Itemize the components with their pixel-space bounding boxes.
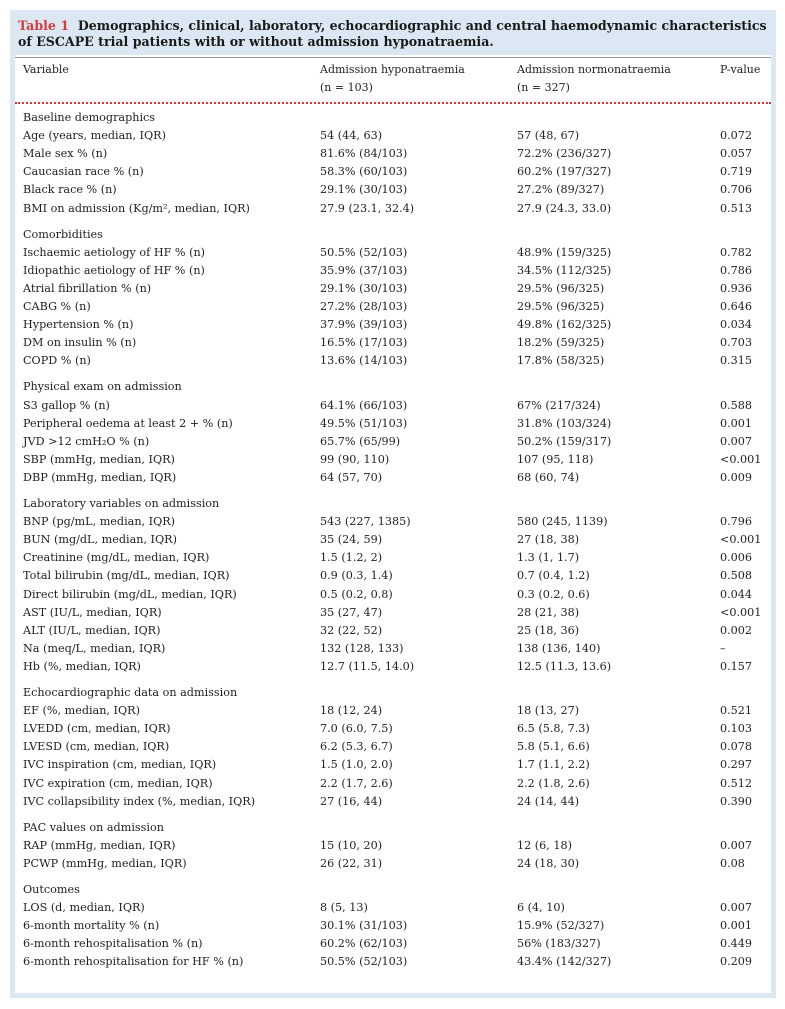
cell-hyponatraemia: 543 (227, 1385) [320, 515, 411, 529]
table-row [15, 513, 771, 531]
section-heading [15, 495, 771, 513]
cell-hyponatraemia: 18 (12, 24) [320, 704, 383, 718]
cell-pvalue: 0.449 [720, 937, 753, 951]
row-label: DM on insulin % (n) [23, 336, 137, 350]
row-label: Hb (%, median, IQR) [23, 659, 141, 673]
row-label: Age (years, median, IQR) [23, 129, 166, 143]
cell-hyponatraemia: 27 (16, 44) [320, 794, 383, 808]
row-label: AST (IU/L, median, IQR) [23, 605, 162, 619]
cell-hyponatraemia: 35 (27, 47) [320, 605, 383, 619]
row-label: COPD % (n) [23, 354, 91, 368]
table-row [15, 935, 771, 953]
table-row [15, 702, 771, 720]
cell-pvalue: 0.002 [720, 623, 753, 637]
row-label: 6-month rehospitalisation for HF % (n) [23, 955, 244, 969]
row-label: Hypertension % (n) [23, 318, 134, 332]
table-row [15, 181, 771, 199]
cell-normonatraemia: 1.7 (1.1, 2.2) [517, 758, 590, 772]
cell-normonatraemia: 18.2% (59/325) [517, 336, 605, 350]
cell-hyponatraemia: 30.1% (31/103) [320, 919, 408, 933]
row-label: Na (meq/L, median, IQR) [23, 641, 166, 655]
cell-hyponatraemia: 29.1% (30/103) [320, 281, 408, 295]
cell-hyponatraemia: 0.5 (0.2, 0.8) [320, 587, 393, 601]
cell-hyponatraemia: 13.6% (14/103) [320, 354, 408, 368]
table-title: Demographics, clinical, laboratory, echocardiographic and central haemodynamic characteristics of ESCAPE trial patients with or without admission hyponatraemia. [18, 18, 767, 49]
cell-hyponatraemia: 50.5% (52/103) [320, 955, 408, 969]
header-pvalue: P-value [720, 63, 761, 76]
table-label: Table 1 [18, 18, 70, 33]
table-row [15, 640, 771, 658]
row-label: Atrial fibrillation % (n) [23, 281, 152, 295]
cell-pvalue: 0.009 [720, 470, 753, 484]
section-label: PAC values on admission [23, 820, 164, 834]
table-row [15, 567, 771, 585]
cell-hyponatraemia: 35 (24, 59) [320, 533, 383, 547]
cell-hyponatraemia: 7.0 (6.0, 7.5) [320, 722, 393, 736]
cell-normonatraemia: 29.5% (96/325) [517, 281, 605, 295]
cell-pvalue: 0.786 [720, 263, 753, 277]
row-label: EF (%, median, IQR) [23, 704, 140, 718]
cell-pvalue: 0.706 [720, 183, 753, 197]
cell-pvalue: 0.001 [720, 919, 753, 933]
cell-hyponatraemia: 49.5% (51/103) [320, 416, 408, 430]
section-label: Outcomes [23, 883, 80, 896]
table-row [15, 145, 771, 163]
cell-hyponatraemia: 32 (22, 52) [320, 623, 383, 637]
row-label: Caucasian race % (n) [23, 165, 144, 179]
cell-normonatraemia: 6.5 (5.8, 7.3) [517, 722, 590, 736]
cell-normonatraemia: 43.4% (142/327) [517, 955, 612, 969]
cell-pvalue: 0.007 [720, 901, 753, 915]
cell-normonatraemia: 2.2 (1.8, 2.6) [517, 776, 590, 790]
cell-normonatraemia: 6 (4, 10) [517, 901, 565, 915]
section-label: Comorbidities [23, 227, 103, 241]
cell-normonatraemia: 24 (18, 30) [517, 856, 580, 870]
cell-pvalue: 0.315 [720, 354, 753, 368]
table-row [15, 200, 771, 218]
cell-pvalue: 0.588 [720, 398, 753, 412]
row-label: LVEDD (cm, median, IQR) [23, 722, 171, 736]
cell-hyponatraemia: 26 (22, 31) [320, 856, 383, 870]
table-row [15, 244, 771, 262]
cell-pvalue: 0.044 [720, 587, 753, 601]
cell-normonatraemia: 27 (18, 38) [517, 533, 580, 547]
cell-normonatraemia: 27.2% (89/327) [517, 183, 605, 197]
row-label: LVESD (cm, median, IQR) [23, 740, 170, 754]
section-heading [15, 378, 771, 396]
cell-hyponatraemia: 64 (57, 70) [320, 470, 383, 484]
cell-hyponatraemia: 0.9 (0.3, 1.4) [320, 569, 393, 583]
cell-pvalue: 0.521 [720, 704, 753, 718]
section-label: Physical exam on admission [23, 380, 182, 394]
cell-normonatraemia: 50.2% (159/317) [517, 434, 612, 448]
header-normo-n: (n = 327) [517, 81, 570, 94]
table-row [15, 586, 771, 604]
cell-normonatraemia: 60.2% (197/327) [517, 165, 612, 179]
row-label: Peripheral oedema at least 2 + % (n) [23, 416, 233, 430]
cell-pvalue: 0.796 [720, 515, 753, 529]
row-label: DBP (mmHg, median, IQR) [23, 470, 177, 484]
table-row [15, 531, 771, 549]
cell-pvalue: 0.209 [720, 955, 753, 969]
table-row [15, 433, 771, 451]
table-row [15, 163, 771, 181]
cell-normonatraemia: 0.7 (0.4, 1.2) [517, 569, 590, 583]
cell-pvalue: 0.103 [720, 722, 753, 736]
table-row [15, 720, 771, 738]
cell-pvalue: <0.001 [720, 452, 762, 466]
cell-pvalue: 0.08 [720, 856, 745, 870]
table-row [15, 127, 771, 145]
cell-hyponatraemia: 99 (90, 110) [320, 452, 390, 466]
cell-hyponatraemia: 35.9% (37/103) [320, 263, 408, 277]
cell-normonatraemia: 18 (13, 27) [517, 704, 580, 718]
cell-hyponatraemia: 1.5 (1.0, 2.0) [320, 758, 393, 772]
table-row [15, 280, 771, 298]
table-row [15, 262, 771, 280]
cell-normonatraemia: 15.9% (52/327) [517, 919, 605, 933]
cell-hyponatraemia: 37.9% (39/103) [320, 318, 408, 332]
row-label: ALT (IU/L, median, IQR) [23, 623, 161, 637]
cell-hyponatraemia: 1.5 (1.2, 2) [320, 551, 383, 565]
section-heading [15, 819, 771, 837]
header-hypo-n: (n = 103) [320, 81, 373, 94]
table-row [15, 622, 771, 640]
cell-normonatraemia: 138 (136, 140) [517, 641, 601, 655]
section-label: Baseline demographics [23, 111, 156, 124]
cell-normonatraemia: 12 (6, 18) [517, 838, 572, 852]
cell-pvalue: 0.513 [720, 201, 753, 215]
row-label: IVC collapsibility index (%, median, IQR) [23, 794, 256, 808]
cell-normonatraemia: 29.5% (96/325) [517, 300, 605, 313]
cell-pvalue: 0.078 [720, 740, 753, 754]
cell-pvalue: <0.001 [720, 605, 762, 619]
cell-normonatraemia: 27.9 (24.3, 33.0) [517, 201, 612, 215]
cell-pvalue: 0.007 [720, 434, 753, 448]
table-row [15, 316, 771, 334]
table-caption [18, 18, 773, 50]
section-heading [15, 109, 771, 127]
table-row [15, 415, 771, 433]
cell-pvalue: 0.072 [720, 129, 753, 143]
table-row [15, 549, 771, 567]
row-label: Ischaemic aetiology of HF % (n) [23, 245, 206, 259]
cell-normonatraemia: 34.5% (112/325) [517, 263, 612, 277]
header-variable: Variable [23, 63, 69, 76]
cell-pvalue: 0.703 [720, 336, 753, 350]
table-row [15, 917, 771, 935]
section-heading [15, 226, 771, 244]
row-label: SBP (mmHg, median, IQR) [23, 452, 175, 466]
table-row [15, 451, 771, 469]
cell-hyponatraemia: 58.3% (60/103) [320, 165, 408, 179]
table-row [15, 837, 771, 855]
cell-hyponatraemia: 8 (5, 13) [320, 901, 368, 915]
row-label: IVC inspiration (cm, median, IQR) [23, 758, 217, 772]
row-label: S3 gallop % (n) [23, 398, 110, 412]
cell-hyponatraemia: 64.1% (66/103) [320, 398, 408, 412]
section-heading [15, 881, 771, 899]
cell-normonatraemia: 0.3 (0.2, 0.6) [517, 587, 590, 601]
cell-normonatraemia: 28 (21, 38) [517, 605, 580, 619]
cell-normonatraemia: 67% (217/324) [517, 398, 601, 412]
row-label: Black race % (n) [23, 183, 117, 197]
table-row [15, 775, 771, 793]
cell-hyponatraemia: 2.2 (1.7, 2.6) [320, 776, 393, 790]
cell-pvalue: – [720, 641, 726, 655]
cell-normonatraemia: 56% (183/327) [517, 937, 601, 951]
table-row [15, 855, 771, 873]
row-label: CABG % (n) [23, 300, 91, 313]
row-label: RAP (mmHg, median, IQR) [23, 838, 176, 852]
cell-hyponatraemia: 81.6% (84/103) [320, 147, 408, 161]
cell-pvalue: 0.001 [720, 416, 753, 430]
table-row [15, 738, 771, 756]
cell-normonatraemia: 5.8 (5.1, 6.6) [517, 740, 590, 754]
table-row [15, 334, 771, 352]
cell-hyponatraemia: 16.5% (17/103) [320, 336, 408, 350]
cell-pvalue: 0.512 [720, 776, 753, 790]
table-row [15, 352, 771, 370]
row-label: Male sex % (n) [23, 147, 108, 161]
table-row [15, 298, 771, 316]
cell-normonatraemia: 57 (48, 67) [517, 129, 580, 143]
cell-normonatraemia: 580 (245, 1139) [517, 515, 608, 529]
cell-normonatraemia: 49.8% (162/325) [517, 318, 612, 332]
cell-normonatraemia: 72.2% (236/327) [517, 147, 612, 161]
cell-pvalue: <0.001 [720, 533, 762, 547]
cell-pvalue: 0.057 [720, 147, 753, 161]
row-label: JVD >12 cmH₂O % (n) [23, 434, 150, 448]
table-row [15, 469, 771, 487]
cell-normonatraemia: 31.8% (103/324) [517, 416, 612, 430]
cell-normonatraemia: 48.9% (159/325) [517, 245, 612, 259]
cell-pvalue: 0.782 [720, 245, 753, 259]
cell-normonatraemia: 68 (60, 74) [517, 470, 580, 484]
cell-pvalue: 0.297 [720, 758, 753, 772]
table-row [15, 397, 771, 415]
cell-pvalue: 0.646 [720, 300, 753, 313]
cell-hyponatraemia: 29.1% (30/103) [320, 183, 408, 197]
cell-hyponatraemia: 50.5% (52/103) [320, 245, 408, 259]
row-label: BNP (pg/mL, median, IQR) [23, 515, 176, 529]
table-row [15, 793, 771, 811]
cell-hyponatraemia: 12.7 (11.5, 14.0) [320, 659, 415, 673]
cell-pvalue: 0.390 [720, 794, 753, 808]
cell-hyponatraemia: 60.2% (62/103) [320, 937, 408, 951]
row-label: Total bilirubin (mg/dL, median, IQR) [23, 569, 230, 583]
section-heading [15, 684, 771, 702]
header-normo-label: Admission normonatraemia [517, 63, 671, 76]
table-header [15, 55, 771, 101]
cell-hyponatraemia: 15 (10, 20) [320, 838, 383, 852]
row-label: 6-month mortality % (n) [23, 919, 160, 933]
cell-hyponatraemia: 54 (44, 63) [320, 129, 383, 143]
header-hypo-label: Admission hyponatraemia [320, 63, 465, 76]
table-row [15, 953, 771, 971]
cell-normonatraemia: 12.5 (11.3, 13.6) [517, 659, 612, 673]
row-label: BMI on admission (Kg/m², median, IQR) [23, 201, 250, 215]
table-panel [15, 55, 771, 993]
table-row [15, 604, 771, 622]
row-label: LOS (d, median, IQR) [23, 901, 145, 915]
cell-normonatraemia: 24 (14, 44) [517, 794, 580, 808]
cell-hyponatraemia: 6.2 (5.3, 6.7) [320, 740, 393, 754]
cell-pvalue: 0.007 [720, 838, 753, 852]
row-label: 6-month rehospitalisation % (n) [23, 937, 203, 951]
cell-pvalue: 0.936 [720, 281, 753, 295]
table-row [15, 756, 771, 774]
cell-normonatraemia: 1.3 (1, 1.7) [517, 551, 580, 565]
cell-hyponatraemia: 65.7% (65/99) [320, 434, 401, 448]
row-label: BUN (mg/dL, median, IQR) [23, 533, 177, 547]
row-label: Creatinine (mg/dL, median, IQR) [23, 551, 210, 565]
cell-pvalue: 0.034 [720, 318, 753, 332]
cell-pvalue: 0.006 [720, 551, 753, 565]
row-label: IVC expiration (cm, median, IQR) [23, 776, 213, 790]
cell-pvalue: 0.508 [720, 569, 753, 583]
section-label: Echocardiographic data on admission [23, 686, 238, 699]
cell-normonatraemia: 107 (95, 118) [517, 452, 594, 466]
row-label: PCWP (mmHg, median, IQR) [23, 856, 187, 870]
row-label: Direct bilirubin (mg/dL, median, IQR) [23, 587, 237, 601]
table-row [15, 658, 771, 676]
section-label: Laboratory variables on admission [23, 497, 220, 510]
cell-pvalue: 0.719 [720, 165, 753, 179]
cell-normonatraemia: 25 (18, 36) [517, 623, 580, 637]
header-dotted-rule [15, 102, 771, 104]
cell-pvalue: 0.157 [720, 659, 753, 673]
cell-normonatraemia: 17.8% (58/325) [517, 354, 605, 368]
cell-hyponatraemia: 27.9 (23.1, 32.4) [320, 201, 415, 215]
row-label: Idiopathic aetiology of HF % (n) [23, 263, 205, 277]
cell-hyponatraemia: 132 (128, 133) [320, 641, 404, 655]
table-row [15, 899, 771, 917]
cell-hyponatraemia: 27.2% (28/103) [320, 300, 408, 313]
